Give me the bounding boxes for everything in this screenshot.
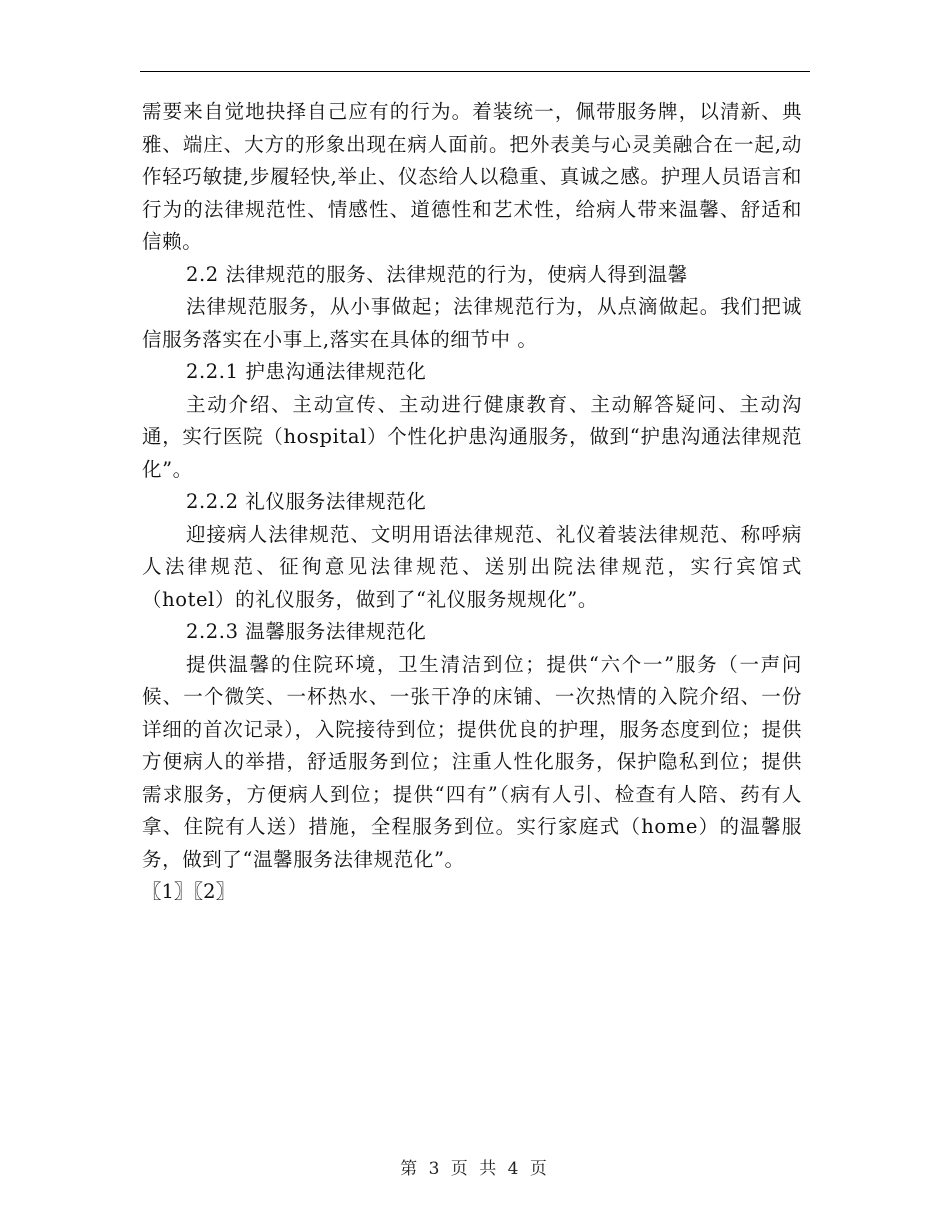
paragraph-2-2-1: 主动介绍、主动宣传、主动进行健康教育、主动解答疑问、主动沟通，实行医院（hospital）个性化护患沟通服务，做到“护患沟通法律规范化”。 (142, 392, 802, 481)
paragraph-2-2-2: 迎接病人法律规范、文明用语法律规范、礼仪着装法律规范、称呼病人法律规范、征徇意见法律规范、送别出院法律规范，实行宾馆式（hotel）的礼仪服务，做到了“礼仪服务规规化”。 (142, 522, 802, 611)
page-footer: 第 3 页 共 4 页 (400, 1159, 550, 1179)
document-body (142, 96, 802, 909)
paragraph-2-2-3: 提供温馨的住院环境，卫生清洁到位；提供“六个一”服务（一声问候、一个微笑、一杯热水、一张干净的床铺、一次热情的入院介绍、一份详细的首次记录），入院接待到位；提供优良的护理，服务态度到位；提供方便病人的举措，舒适服务到位；注重人性化服务，保护隐私到位；提供需求服务，方便病人到位；提供“四有”（病有人引、检查有人陪、药有人拿、住院有人送）措施，全程服务到位。实行家庭式（home）的温馨服务，做到了“温馨服务法律规范化”。 (142, 652, 802, 871)
section-heading-2-2-3: 2.2.3 温馨服务法律规范化 (186, 620, 427, 643)
section-heading-2-2: 2.2 法律规范的服务、法律规范的行为，使病人得到温馨 (186, 262, 688, 286)
references: 〖1〗〖2〗 (142, 880, 236, 903)
section-heading-2-2-2: 2.2.2 礼仪服务法律规范化 (186, 490, 427, 513)
section-heading-2-2-1: 2.2.1 护患沟通法律规范化 (186, 360, 427, 383)
paragraph-continued: 需要来自觉地抉择自己应有的行为。着装统一，佩带服务牌，以清新、典雅、端庄、大方的形象出现在病人面前。把外表美与心灵美融合在一起,动作轻巧敏捷,步履轻快,举止、仪态给人以稳重、真诚之感。护理人员语言和行为的法律规范性、情感性、道德性和艺术性，给病人带来温馨、舒适和信赖。 (142, 100, 802, 253)
paragraph-2-2-intro: 法律规范服务，从小事做起；法律规范行为，从点滴做起。我们把诚信服务落实在小事上,落实在具体的细节中 。 (142, 295, 802, 351)
header-rule (140, 71, 810, 72)
